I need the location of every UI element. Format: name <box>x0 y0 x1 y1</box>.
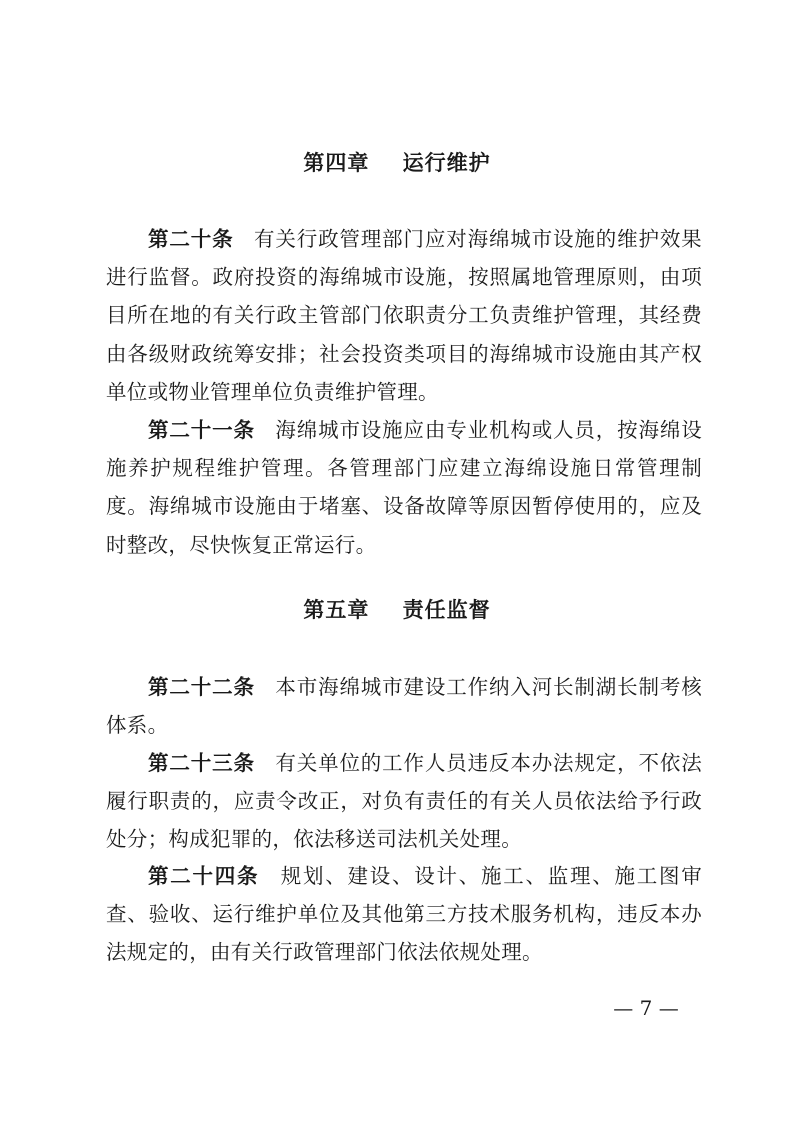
article-20 <box>106 220 702 411</box>
article-number: 第二十一条 <box>148 418 255 442</box>
chapter-heading-5: 第五章 责任监督 <box>303 598 491 622</box>
article-text: 本市海绵城市建设工作纳入河长制湖长制考核体系。 <box>106 675 703 738</box>
article-number: 第二十二条 <box>148 675 255 699</box>
article-22 <box>106 668 702 744</box>
article-21 <box>106 411 702 564</box>
article-number: 第二十四条 <box>148 864 260 888</box>
article-number: 第二十条 <box>148 227 234 251</box>
article-23 <box>106 744 702 859</box>
chapter-heading-4: 第四章 运行维护 <box>303 151 491 175</box>
article-text: 海绵城市设施应由专业机构或人员，按海绵设施养护规程维护管理。各管理部门应建立海绵设施日常管理制度。海绵城市设施由于堵塞、设备故障等原因暂停使用的，应及时整改，尽快恢复正常运行。 <box>106 418 703 557</box>
page-number: — 7 — <box>613 996 679 1020</box>
article-24 <box>106 857 702 972</box>
article-number: 第二十三条 <box>148 751 255 775</box>
article-text: 规划、建设、设计、施工、监理、施工图审查、验收、运行维护单位及其他第三方技术服务机构，违反本办法规定的，由有关行政管理部门依法依规处理。 <box>106 864 702 965</box>
article-text: 有关单位的工作人员违反本办法规定，不依法履行职责的，应责令改正，对负有责任的有关人员依法给予行政处分；构成犯罪的，依法移送司法机关处理。 <box>106 751 703 852</box>
article-text: 有关行政管理部门应对海绵城市设施的维护效果进行监督。政府投资的海绵城市设施，按照属地管理原则，由项目所在地的有关行政主管部门依职责分工负责维护管理，其经费由各级财政统筹安排；社会投资类项目的海绵城市设施由其产权单位或物业管理单位负责维护管理。 <box>106 227 702 404</box>
